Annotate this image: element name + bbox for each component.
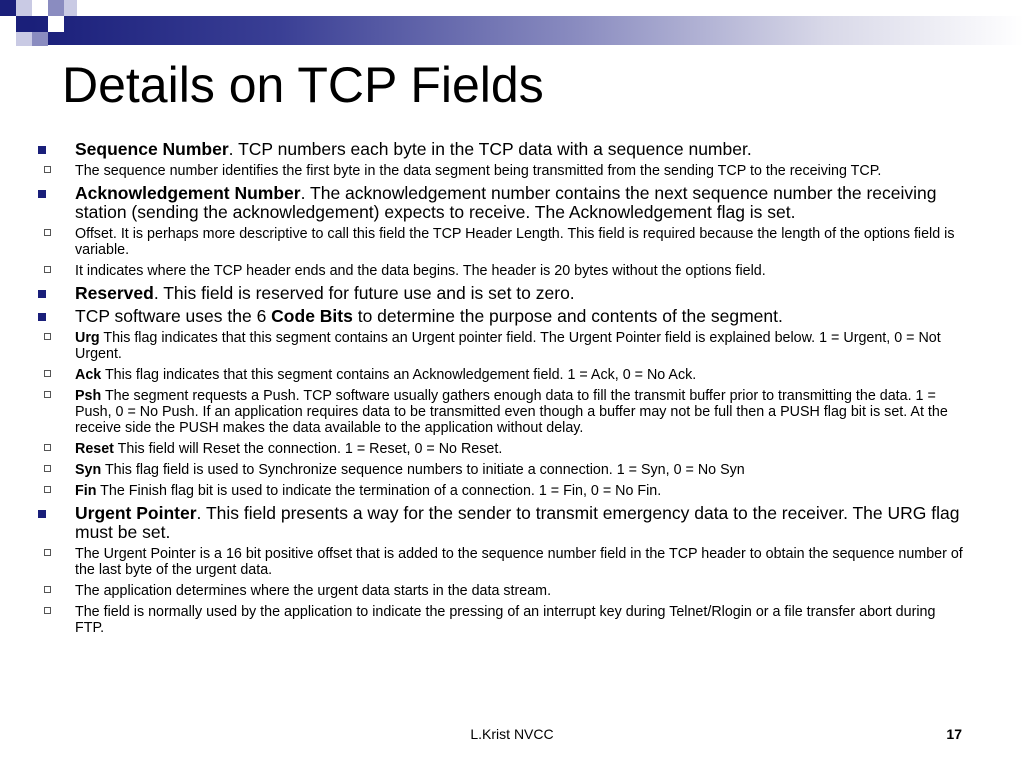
- sub-bullet: [31, 604, 964, 636]
- sub-bullet-urg: [31, 330, 964, 362]
- bullet-sequence-number: [34, 140, 964, 179]
- flag-name: Urg: [75, 330, 100, 346]
- flag-name: Ack: [75, 367, 102, 383]
- bullet-reserved: [34, 284, 964, 303]
- slide-content: [34, 140, 964, 641]
- decor-square: [0, 32, 16, 46]
- sub-bullet-list: [75, 163, 964, 179]
- bullet-term: Code Bits: [271, 306, 353, 326]
- sub-bullet-text: The Urgent Pointer is a 16 bit positive offset that is added to the sequence number field in the TCP header to obtain the sequence number of the last byte of the urgent data.: [75, 546, 963, 578]
- sub-bullet-psh: [31, 388, 964, 436]
- decor-square: [48, 0, 64, 16]
- hollow-square-bullet-icon: [44, 549, 51, 556]
- flag-name: Reset: [75, 441, 114, 457]
- bullet-urgent-pointer: [34, 504, 964, 636]
- hollow-square-bullet-icon: [44, 465, 51, 472]
- bullet-code-bits: [34, 307, 964, 499]
- bullet-term: Acknowledgement Number: [75, 183, 301, 203]
- hollow-square-bullet-icon: [44, 444, 51, 451]
- sub-bullet-list: [75, 330, 964, 499]
- sub-bullet-text: The application determines where the urgent data starts in the data stream.: [75, 583, 552, 599]
- hollow-square-bullet-icon: [44, 333, 51, 340]
- sub-bullet-text: This field will Reset the connection. 1 = Reset, 0 = No Reset.: [113, 441, 503, 457]
- bullet-acknowledgement-number: [34, 184, 964, 279]
- sub-bullet-text: Offset. It is perhaps more descriptive to call this field the TCP Header Length. This field is required because the length of the options field is variable.: [75, 226, 955, 258]
- bullet-term: Urgent Pointer: [75, 503, 197, 523]
- sub-bullet: [31, 163, 964, 179]
- square-bullet-icon: [38, 146, 46, 154]
- sub-bullet-list: [75, 226, 964, 279]
- decor-square: [16, 0, 32, 16]
- square-bullet-icon: [38, 313, 46, 321]
- flag-name: Fin: [75, 483, 97, 499]
- bullet-text: . TCP numbers each byte in the TCP data with a sequence number.: [228, 139, 752, 159]
- bullet-list: [34, 140, 964, 636]
- decor-square: [16, 16, 32, 32]
- hollow-square-bullet-icon: [44, 370, 51, 377]
- page-number: 17: [946, 726, 962, 742]
- bullet-prefix: TCP software uses the 6: [75, 306, 272, 326]
- decor-square: [0, 16, 16, 32]
- sub-bullet-reset: [31, 441, 964, 457]
- bullet-text: to determine the purpose and contents of the segment.: [352, 306, 783, 326]
- square-bullet-icon: [38, 510, 46, 518]
- sub-bullet-syn: [31, 462, 964, 478]
- decor-square: [32, 0, 48, 16]
- sub-bullet: [31, 546, 964, 578]
- bullet-term: Sequence Number: [75, 139, 229, 159]
- hollow-square-bullet-icon: [44, 586, 51, 593]
- decor-square: [32, 32, 48, 46]
- hollow-square-bullet-icon: [44, 486, 51, 493]
- sub-bullet-text: The Finish flag bit is used to indicate the termination of a connection. 1 = Fin, 0 = No Fin.: [96, 483, 662, 499]
- bullet-term: Reserved: [75, 283, 154, 303]
- hollow-square-bullet-icon: [44, 266, 51, 273]
- sub-bullet-text: This flag indicates that this segment contains an Acknowledgement field. 1 = Ack, 0 = No Ack.: [101, 367, 697, 383]
- sub-bullet-text: The field is normally used by the application to indicate the pressing of an interrupt key during Telnet/Rlogin or a file transfer abort during FTP.: [75, 604, 936, 636]
- title-gradient-bar: [32, 16, 1024, 45]
- bullet-text: . This field is reserved for future use and is set to zero.: [153, 283, 575, 303]
- hollow-square-bullet-icon: [44, 166, 51, 173]
- sub-bullet-list: [75, 546, 964, 636]
- decor-square: [16, 32, 32, 46]
- square-bullet-icon: [38, 190, 46, 198]
- bullet-text: . This field presents a way for the sender to transmit emergency data to the receiver. The URG flag must be set.: [75, 503, 960, 542]
- sub-bullet-ack: [31, 367, 964, 383]
- hollow-square-bullet-icon: [44, 229, 51, 236]
- bullet-text: . The acknowledgement number contains the next sequence number the receiving station (sending the acknowledgement) expects to receive. The Acknowledgement flag is set.: [75, 183, 937, 222]
- slide-footer: L.Krist NVCC: [470, 726, 554, 742]
- sub-bullet-text: This flag field is used to Synchronize sequence numbers to initiate a connection. 1 = Syn, 0 = No Syn: [101, 462, 745, 478]
- hollow-square-bullet-icon: [44, 391, 51, 398]
- sub-bullet-text: The sequence number identifies the first byte in the data segment being transmitted from the sending TCP to the receiving TCP.: [75, 163, 882, 179]
- sub-bullet: [31, 583, 964, 599]
- sub-bullet-text: This flag indicates that this segment contains an Urgent pointer field. The Urgent Pointer field is explained below. 1 = Urgent, 0 = Not Urgent.: [75, 330, 941, 362]
- sub-bullet: [31, 226, 964, 258]
- sub-bullet-text: The segment requests a Push. TCP software usually gathers enough data to fill the transmit buffer prior to transmitting the data. 1 = Push, 0 = No Push. If an application requires data to be transmitted even though a buffer may not be full then a PUSH flag bit is set. At the receive side the PUSH makes the data available to the application without delay.: [75, 388, 948, 436]
- sub-bullet-text: It indicates where the TCP header ends and the data begins. The header is 20 bytes without the options field.: [75, 263, 766, 279]
- flag-name: Syn: [75, 462, 102, 478]
- sub-bullet: [31, 263, 964, 279]
- flag-name: Psh: [75, 388, 102, 404]
- decor-square: [64, 0, 77, 16]
- slide-title: Details on TCP Fields: [62, 57, 544, 113]
- square-bullet-icon: [38, 290, 46, 298]
- hollow-square-bullet-icon: [44, 607, 51, 614]
- sub-bullet-fin: [31, 483, 964, 499]
- decor-square: [48, 16, 64, 32]
- decor-square: [0, 0, 16, 16]
